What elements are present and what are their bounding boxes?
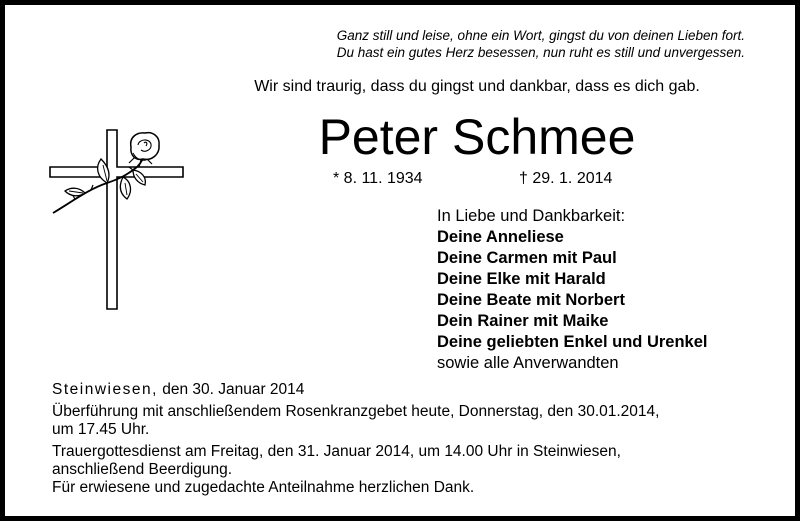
mourner-name: Deine Carmen mit Paul bbox=[437, 249, 617, 267]
motto: Wir sind traurig, dass du gingst und dankbar, dass es dich gab. bbox=[254, 78, 700, 95]
funeral-details bbox=[52, 381, 755, 497]
poem-line: Ganz still und leise, ohne ein Wort, gingst du von deinen Lieben fort. bbox=[336, 28, 745, 43]
burial-info: anschließend Beerdigung. bbox=[52, 461, 233, 478]
funeral-service-info: Trauergottesdienst am Freitag, den 31. Januar 2014, um 14.00 Uhr in Steinwiesen, bbox=[52, 443, 621, 460]
mourner-name: Deine Elke mit Harald bbox=[437, 270, 606, 288]
birth-date: * 8. 11. 1934 bbox=[333, 170, 423, 187]
cross-with-rose-icon bbox=[45, 127, 195, 317]
thanks-line: Für erwiesene und zugedachte Anteilnahme herzlichen Dank. bbox=[52, 479, 475, 496]
mourners-intro: In Liebe und Dankbarkeit: bbox=[437, 207, 626, 225]
death-date: † 29. 1. 2014 bbox=[519, 170, 613, 187]
mourner-name: Dein Rainer mit Maike bbox=[437, 312, 609, 330]
transfer-time: um 17.45 Uhr. bbox=[52, 421, 150, 438]
mourners-outro: sowie alle Anverwandten bbox=[437, 354, 619, 372]
poem bbox=[337, 27, 745, 61]
transfer-info: Überführung mit anschließendem Rosenkranzgebet heute, Donnerstag, den 30.01.2014, bbox=[52, 403, 660, 420]
mourner-name: Deine Beate mit Norbert bbox=[437, 291, 625, 309]
place-date-line bbox=[52, 381, 755, 399]
mourner-name: Deine geliebten Enkel und Urenkel bbox=[437, 333, 708, 351]
mourners-list bbox=[437, 206, 708, 374]
place-name: Steinwiesen, bbox=[52, 381, 158, 398]
deceased-name: Peter Schmee bbox=[318, 109, 636, 165]
mourner-name: Deine Anneliese bbox=[437, 228, 564, 246]
notice-date: den 30. Januar 2014 bbox=[157, 381, 305, 398]
poem-line: Du hast ein gutes Herz besessen, nun ruht es still und unvergessen. bbox=[336, 45, 745, 60]
